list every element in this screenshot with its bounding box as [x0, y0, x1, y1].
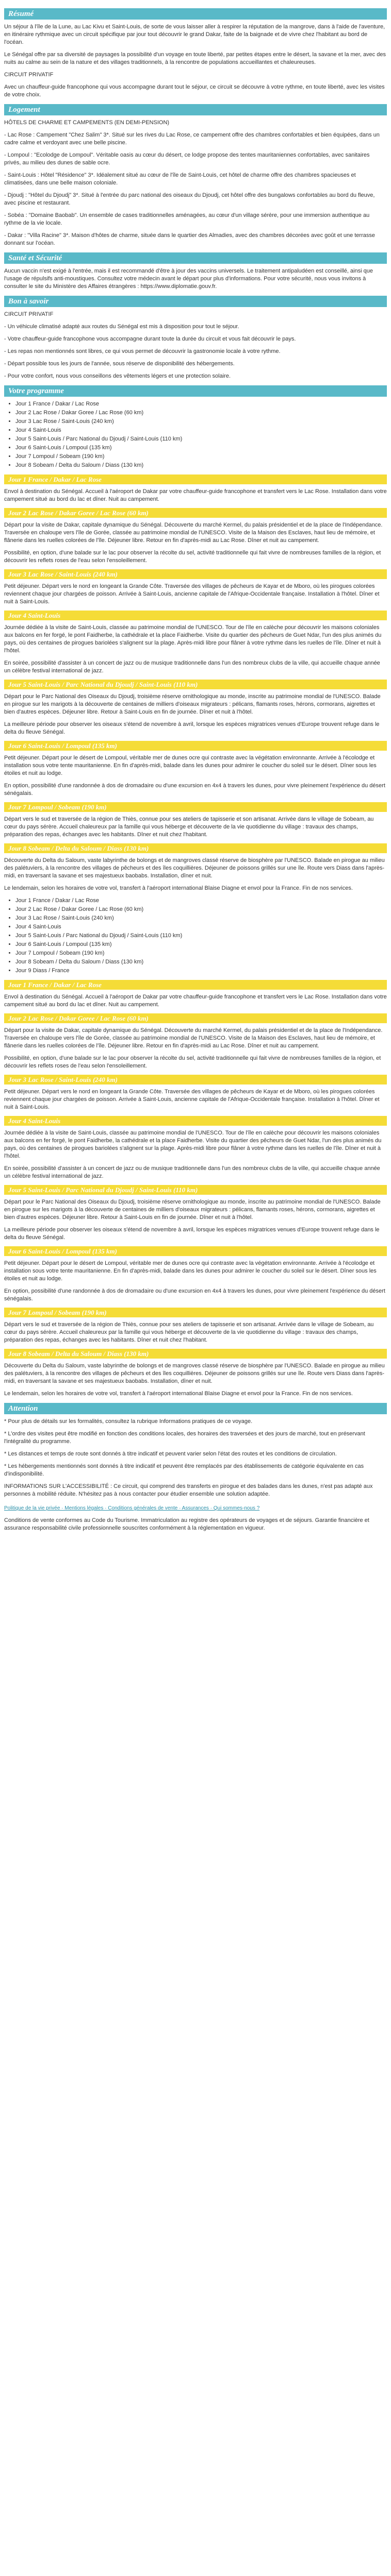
paragraph: - Dakar : "Villa Racine" 3*. Maison d'hôtes de charme, située dans le quartier des Almadies, avec des chambres décorées avec goût et une terrasse donnant sur l'océan.	[4, 232, 375, 246]
paragraph: * Pour plus de détails sur les formalités, consultez la rubrique Informations pratiques de ce voyage.	[4, 1418, 253, 1425]
footer-links-row	[4, 1504, 387, 1512]
itinerary-list-item: • Jour 4 Saint-Louis	[15, 923, 387, 931]
itinerary-list-item: • Jour 4 Saint-Louis	[15, 427, 387, 434]
paragraph: Découverte du Delta du Saloum, vaste labyrinthe de bolongs et de mangroves classé réserve de biosphère par l'UNESCO. Balade en pirogue au milieu des palétuviers, à la rencontre des villages de pêcheurs et des îles coquillières. Déjeuner de poissons grillés sur une île. Route vers Diass dans l'après-midi, en traversant la savane et ses majestueux baobabs. Installation, dîner et nuit.	[4, 857, 385, 879]
itinerary-list-item: • Jour 8 Sobeam / Delta du Saloum / Diass (130 km)	[15, 958, 387, 966]
itinerary-list-item: • Jour 3 Lac Rose / Saint-Louis (240 km)	[15, 418, 387, 426]
paragraph: CIRCUIT PRIVATIF	[4, 72, 54, 78]
paragraph: - Pour votre confort, nous vous conseillons des vêtements légers et une protection solaire.	[4, 373, 231, 379]
paragraph: Le lendemain, selon les horaires de votre vol, transfert à l'aéroport international Blaise Diagne et envol pour la France. Fin de nos services.	[4, 885, 353, 891]
paragraph: En option, possibilité d'une randonnée à dos de dromadaire ou d'une excursion en 4x4 à travers les dunes, pour vivre pleinement l'expérience du désert sénégalais.	[4, 1288, 385, 1302]
itinerary-list-item: • Jour 6 Saint-Louis / Lompoul (135 km)	[15, 444, 387, 452]
itinerary-list-item: • Jour 5 Saint-Louis / Parc National du Djoudj / Saint-Louis (110 km)	[15, 435, 387, 443]
paragraph: Petit déjeuner. Départ vers le nord en longeant la Grande Côte. Traversée des villages de pêcheurs de Kayar et de Mboro, où les pirogues colorées reviennent chaque jour chargées de poisson. Arrivée à Saint-Louis, ancienne capitale de l'Afrique-Occidentale française. Installation à l'hôtel. Dîner et nuit à Saint-Louis.	[4, 1089, 380, 1110]
paragraph: CIRCUIT PRIVATIF	[4, 311, 54, 317]
paragraph: Le Sénégal offre par sa diversité de paysages la possibilité d'un voyage en toute liberté, par petites étapes entre le désert, la savane et la mer, avec des nuits au calme au sein de la nature et des villages traditionnels, à la rencontre de populations accueillantes et chaleureuses.	[4, 52, 386, 65]
paragraph: - Départ possible tous les jours de l'année, sous réserve de disponibilité des hébergements.	[4, 361, 235, 367]
day-heading: Jour 7 Lompoul / Sobeam (190 km)	[4, 1308, 387, 1317]
day-heading: Jour 8 Sobeam / Delta du Saloum / Diass (130 km)	[4, 1349, 387, 1359]
day-heading: Jour 1 France / Dakar / Lac Rose	[4, 474, 387, 484]
paragraph: Petit déjeuner. Départ pour le désert de Lompoul, véritable mer de dunes ocre qui contraste avec la végétation environnante. Arrivée à l'écolodge et installation sous votre tente mauritanienne. En fin d'après-midi, balade dans les dunes pour admirer le coucher du soleil sur le désert. Dîner sous les étoiles et nuit au lodge.	[4, 1260, 377, 1282]
paragraph: La meilleure période pour observer les oiseaux s'étend de novembre à avril, lorsque les espèces migratrices venues d'Europe trouvent refuge dans le delta du fleuve Sénégal.	[4, 1227, 380, 1241]
paragraph: Journée dédiée à la visite de Saint-Louis, classée au patrimoine mondial de l'UNESCO. Tour de l'île en calèche pour découvrir les maisons coloniales aux balcons en fer forgé, le pont Faidherbe, la cathédrale et la place Faidherbe. Visite du quartier des pêcheurs de Guet Ndar, l'un des plus animés du pays, où des centaines de pirogues bariolées s'alignent sur la plage. Après-midi libre pour flâner à votre rythme dans les ruelles de l'île. Dîner et nuit à l'hôtel.	[4, 624, 382, 654]
itinerary-list-item: • Jour 2 Lac Rose / Dakar Goree / Lac Rose (60 km)	[15, 409, 387, 417]
paragraph: Possibilité, en option, d'une balade sur le lac pour observer la récolte du sel, activité traditionnelle qui fait vivre de nombreuses familles de la région, et découvrir les reflets roses de l'eau selon l'ensoleillement.	[4, 1055, 381, 1069]
paragraph: Découverte du Delta du Saloum, vaste labyrinthe de bolongs et de mangroves classé réserve de biosphère par l'UNESCO. Balade en pirogue au milieu des palétuviers, à la rencontre des villages de pêcheurs et des îles coquillières. Déjeuner de poissons grillés sur une île. Route vers Diass dans l'après-midi, en traversant la savane et ses majestueux baobabs. Installation, dîner et nuit.	[4, 1363, 385, 1384]
paragraph: Départ pour la visite de Dakar, capitale dynamique du Sénégal. Découverte du marché Kermel, du palais présidentiel et de la place de l'Indépendance. Traversée en chaloupe vers l'île de Gorée, classée au patrimoine mondial de l'UNESCO. Visite de la Maison des Esclaves, haut lieu de mémoire, et flânerie dans les ruelles colorées de l'île. Déjeuner libre. Retour en fin d'après-midi au Lac Rose. Dîner et nuit au campement.	[4, 522, 383, 544]
day-heading: Jour 3 Lac Rose / Saint-Louis (240 km)	[4, 569, 387, 579]
itinerary-list	[4, 400, 387, 469]
paragraph: Petit déjeuner. Départ vers le nord en longeant la Grande Côte. Traversée des villages de pêcheurs de Kayar et de Mboro, où les pirogues colorées reviennent chaque jour chargées de poisson. Arrivée à Saint-Louis, ancienne capitale de l'Afrique-Occidentale française. Installation à l'hôtel. Dîner et nuit à Saint-Louis.	[4, 583, 380, 605]
section-heading: Santé et Sécurité	[4, 252, 387, 264]
paragraph: Petit déjeuner. Départ pour le désert de Lompoul, véritable mer de dunes ocre qui contraste avec la végétation environnante. Arrivée à l'écolodge et installation sous votre tente mauritanienne. En fin d'après-midi, balade dans les dunes pour admirer le coucher du soleil sur le désert. Dîner sous les étoiles et nuit au lodge.	[4, 755, 377, 776]
paragraph: - Lac Rose : Campement "Chez Salim" 3*. Situé sur les rives du Lac Rose, ce campement offre des chambres confortables et bien équipées, dans un cadre calme et verdoyant avec une belle piscine.	[4, 132, 380, 146]
paragraph: * Les distances et temps de route sont donnés à titre indicatif et peuvent varier selon l'état des routes et les conditions de circulation.	[4, 1451, 337, 1457]
itinerary-list-item: • Jour 1 France / Dakar / Lac Rose	[15, 400, 387, 408]
day-heading: Jour 8 Sobeam / Delta du Saloum / Diass (130 km)	[4, 843, 387, 853]
itinerary-list-item: • Jour 8 Sobeam / Delta du Saloum / Diass (130 km)	[15, 462, 387, 469]
itinerary-list-item: • Jour 1 France / Dakar / Lac Rose	[15, 897, 387, 905]
paragraph: Envol à destination du Sénégal. Accueil à l'aéroport de Dakar par votre chauffeur-guide francophone et transfert vers le Lac Rose. Installation dans votre campement situé au bord du lac et dîner. Nuit au campement.	[4, 994, 387, 1008]
day-heading: Jour 3 Lac Rose / Saint-Louis (240 km)	[4, 1075, 387, 1084]
paragraph: La meilleure période pour observer les oiseaux s'étend de novembre à avril, lorsque les espèces migratrices venues d'Europe trouvent refuge dans le delta du fleuve Sénégal.	[4, 721, 380, 735]
paragraph: * L'ordre des visites peut être modifié en fonction des conditions locales, des horaires des traversées et des jours de marché, tout en préservant l'intégralité du programme.	[4, 1431, 365, 1445]
day-heading: Jour 2 Lac Rose / Dakar Goree / Lac Rose (60 km)	[4, 508, 387, 518]
paragraph: - Djoudj : "Hôtel du Djoudj" 3*. Situé à l'entrée du parc national des oiseaux du Djoudj, cet hôtel offre des bungalows confortables au bord du fleuve, avec piscine et restaurant.	[4, 192, 375, 206]
itinerary-list-item: • Jour 7 Lompoul / Sobeam (190 km)	[15, 453, 387, 461]
day-heading: Jour 6 Saint-Louis / Lompoul (135 km)	[4, 741, 387, 751]
paragraph: Journée dédiée à la visite de Saint-Louis, classée au patrimoine mondial de l'UNESCO. Tour de l'île en calèche pour découvrir les maisons coloniales aux balcons en fer forgé, le pont Faidherbe, la cathédrale et la place Faidherbe. Visite du quartier des pêcheurs de Guet Ndar, l'un des plus animés du pays, où des centaines de pirogues bariolées s'alignent sur la plage. Après-midi libre pour flâner à votre rythme dans les ruelles de l'île. Dîner et nuit à l'hôtel.	[4, 1130, 382, 1159]
day-heading: Jour 5 Saint-Louis / Parc National du Djoudj / Saint-Louis (110 km)	[4, 680, 387, 689]
day-heading: Jour 4 Saint-Louis	[4, 1116, 387, 1126]
itinerary-list-item: • Jour 2 Lac Rose / Dakar Goree / Lac Rose (60 km)	[15, 906, 387, 913]
paragraph: Un séjour à l'île de la Lune, au Lac Kivu et Saint-Louis, de sorte de vous laisser aller à respirer la réputation de la mangrove, dans à l'aide de l'aventure, en itinéraire rythmique avec un circuit spécifique par jour tout découvrir le grand Dakar, faite de la baignade et de vivre chez l'habitant au bord de l'océan.	[4, 24, 385, 45]
paragraph: INFORMATIONS SUR L'ACCESSIBILITÉ : Ce circuit, qui comprend des transferts en pirogue et des balades dans les dunes, n'est pas adapté aux personnes à mobilité réduite. N'hésitez pas à nous contacter pour étudier ensemble une solution adaptée.	[4, 1483, 373, 1497]
paragraph: - Saint-Louis : Hôtel "Résidence" 3*. Idéalement situé au cœur de l'île de Saint-Louis, cet hôtel de charme offre des chambres spacieuses et climatisées, dans une belle maison coloniale.	[4, 172, 356, 186]
paragraph: Départ pour le Parc National des Oiseaux du Djoudj, troisième réserve ornithologique au monde, inscrite au patrimoine mondial de l'UNESCO. Balade en pirogue sur les marigots à la découverte de centaines de milliers d'oiseaux migrateurs : pélicans, flamants roses, hérons, cormorans, aigrettes et bien d'autres espèces. Déjeuner libre. Retour à Saint-Louis en fin de journée. Dîner et nuit à l'hôtel.	[4, 1199, 381, 1221]
paragraph: Conditions de vente conformes au Code du Tourisme. Immatriculation au registre des opérateurs de voyages et de séjours. Garantie financière et assurance responsabilité civile professionnelle souscrites conformément à la réglementation en vigueur.	[4, 1517, 369, 1531]
day-heading: Jour 5 Saint-Louis / Parc National du Djoudj / Saint-Louis (110 km)	[4, 1185, 387, 1195]
section-heading: Bon à savoir	[4, 296, 387, 307]
paragraph: HÔTELS DE CHARME ET CAMPEMENTS (EN DEMI-PENSION)	[4, 120, 170, 126]
paragraph: - Sobéa : "Domaine Baobab". Un ensemble de cases traditionnelles aménagées, au cœur d'un village sérère, pour une immersion authentique au rythme de la vie locale.	[4, 212, 370, 226]
paragraph: En soirée, possibilité d'assister à un concert de jazz ou de musique traditionnelle dans l'un des nombreux clubs de la ville, qui accueille chaque année un célèbre festival international de jazz.	[4, 660, 380, 674]
itinerary-list	[4, 897, 387, 975]
paragraph: Départ vers le sud et traversée de la région de Thiès, connue pour ses ateliers de tapisserie et son artisanat. Arrivée dans le village de Sobeam, au cœur du pays sérère. Accueil chaleureux par la famille qui vous héberge et découverte de la vie quotidienne du village : travaux des champs, préparation des repas, échanges avec les habitants. Dîner et nuit chez l'habitant.	[4, 1321, 374, 1343]
paragraph: Départ vers le sud et traversée de la région de Thiès, connue pour ses ateliers de tapisserie et son artisanat. Arrivée dans le village de Sobeam, au cœur du pays sérère. Accueil chaleureux par la famille qui vous héberge et découverte de la vie quotidienne du village : travaux des champs, préparation des repas, échanges avec les habitants. Dîner et nuit chez l'habitant.	[4, 816, 374, 838]
itinerary-list-item: • Jour 5 Saint-Louis / Parc National du Djoudj / Saint-Louis (110 km)	[15, 932, 387, 940]
paragraph: Départ pour le Parc National des Oiseaux du Djoudj, troisième réserve ornithologique au monde, inscrite au patrimoine mondial de l'UNESCO. Balade en pirogue sur les marigots à la découverte de centaines de milliers d'oiseaux migrateurs : pélicans, flamants roses, hérons, cormorans, aigrettes et bien d'autres espèces. Déjeuner libre. Retour à Saint-Louis en fin de journée. Dîner et nuit à l'hôtel.	[4, 693, 381, 715]
day-heading: Jour 6 Saint-Louis / Lompoul (135 km)	[4, 1246, 387, 1256]
paragraph: - Lompoul : "Ecolodge de Lompoul". Véritable oasis au cœur du désert, ce lodge propose des tentes mauritaniennes confortables, avec sanitaires privés, au milieu des dunes de sable ocre.	[4, 152, 370, 166]
paragraph: Le lendemain, selon les horaires de votre vol, transfert à l'aéroport international Blaise Diagne et envol pour la France. Fin de nos services.	[4, 1391, 353, 1397]
paragraph: - Votre chauffeur-guide francophone vous accompagne durant toute la durée du circuit et vous fait découvrir le pays.	[4, 336, 296, 342]
itinerary-list-item: • Jour 3 Lac Rose / Saint-Louis (240 km)	[15, 914, 387, 922]
paragraph: En soirée, possibilité d'assister à un concert de jazz ou de musique traditionnelle dans l'un des nombreux clubs de la ville, qui accueille chaque année un célèbre festival international de jazz.	[4, 1165, 380, 1179]
section-heading: Résumé	[4, 8, 387, 20]
section-heading: Votre programme	[4, 385, 387, 397]
paragraph: Départ pour la visite de Dakar, capitale dynamique du Sénégal. Découverte du marché Kermel, du palais présidentiel et de la place de l'Indépendance. Traversée en chaloupe vers l'île de Gorée, classée au patrimoine mondial de l'UNESCO. Visite de la Maison des Esclaves, haut lieu de mémoire, et flânerie dans les ruelles colorées de l'île. Déjeuner libre. Retour en fin d'après-midi au Lac Rose. Dîner et nuit au campement.	[4, 1027, 383, 1049]
paragraph: - Un véhicule climatisé adapté aux routes du Sénégal est mis à disposition pour tout le séjour.	[4, 324, 239, 330]
paragraph: Aucun vaccin n'est exigé à l'entrée, mais il est recommandé d'être à jour des vaccins universels. Le traitement antipaludéen est conseillé, ainsi que l'usage de répulsifs anti-moustiques. Consultez votre médecin avant le départ pour plus d'informations. Pour votre sécurité, nous vous invitons à consulter le site du Ministère des Affaires étrangères : https://www.diplomatie.gouv.fr.	[4, 268, 373, 290]
day-heading: Jour 1 France / Dakar / Lac Rose	[4, 980, 387, 990]
day-heading: Jour 2 Lac Rose / Dakar Goree / Lac Rose (60 km)	[4, 1013, 387, 1023]
itinerary-list-item: • Jour 7 Lompoul / Sobeam (190 km)	[15, 950, 387, 957]
paragraph: Avec un chauffeur-guide francophone qui vous accompagne durant tout le séjour, ce circuit se découvre à votre rythme, en toute liberté, avec les visites de votre choix.	[4, 84, 385, 98]
footer-links[interactable]: Politique de la vie privée · Mentions légales · Conditions générales de vente · Assurances · Qui sommes-nous ?	[4, 1505, 260, 1511]
day-heading: Jour 7 Lompoul / Sobeam (190 km)	[4, 802, 387, 812]
paragraph: * Les hébergements mentionnés sont donnés à titre indicatif et peuvent être remplacés par des établissements de catégorie équivalente en cas d'indisponibilité.	[4, 1463, 364, 1477]
paragraph: - Les repas non mentionnés sont libres, ce qui vous permet de découvrir la gastronomie locale à votre rythme.	[4, 348, 281, 354]
section-heading: Logement	[4, 104, 387, 115]
paragraph: Envol à destination du Sénégal. Accueil à l'aéroport de Dakar par votre chauffeur-guide francophone et transfert vers le Lac Rose. Installation dans votre campement situé au bord du lac et dîner. Nuit au campement.	[4, 488, 387, 502]
itinerary-list-item: • Jour 9 Diass / France	[15, 967, 387, 975]
day-heading: Jour 4 Saint-Louis	[4, 611, 387, 620]
itinerary-list-item: • Jour 6 Saint-Louis / Lompoul (135 km)	[15, 941, 387, 948]
paragraph: En option, possibilité d'une randonnée à dos de dromadaire ou d'une excursion en 4x4 à travers les dunes, pour vivre pleinement l'expérience du désert sénégalais.	[4, 783, 385, 796]
section-heading: Attention	[4, 1403, 387, 1414]
paragraph: Possibilité, en option, d'une balade sur le lac pour observer la récolte du sel, activité traditionnelle qui fait vivre de nombreuses familles de la région, et découvrir les reflets roses de l'eau selon l'ensoleillement.	[4, 550, 381, 564]
